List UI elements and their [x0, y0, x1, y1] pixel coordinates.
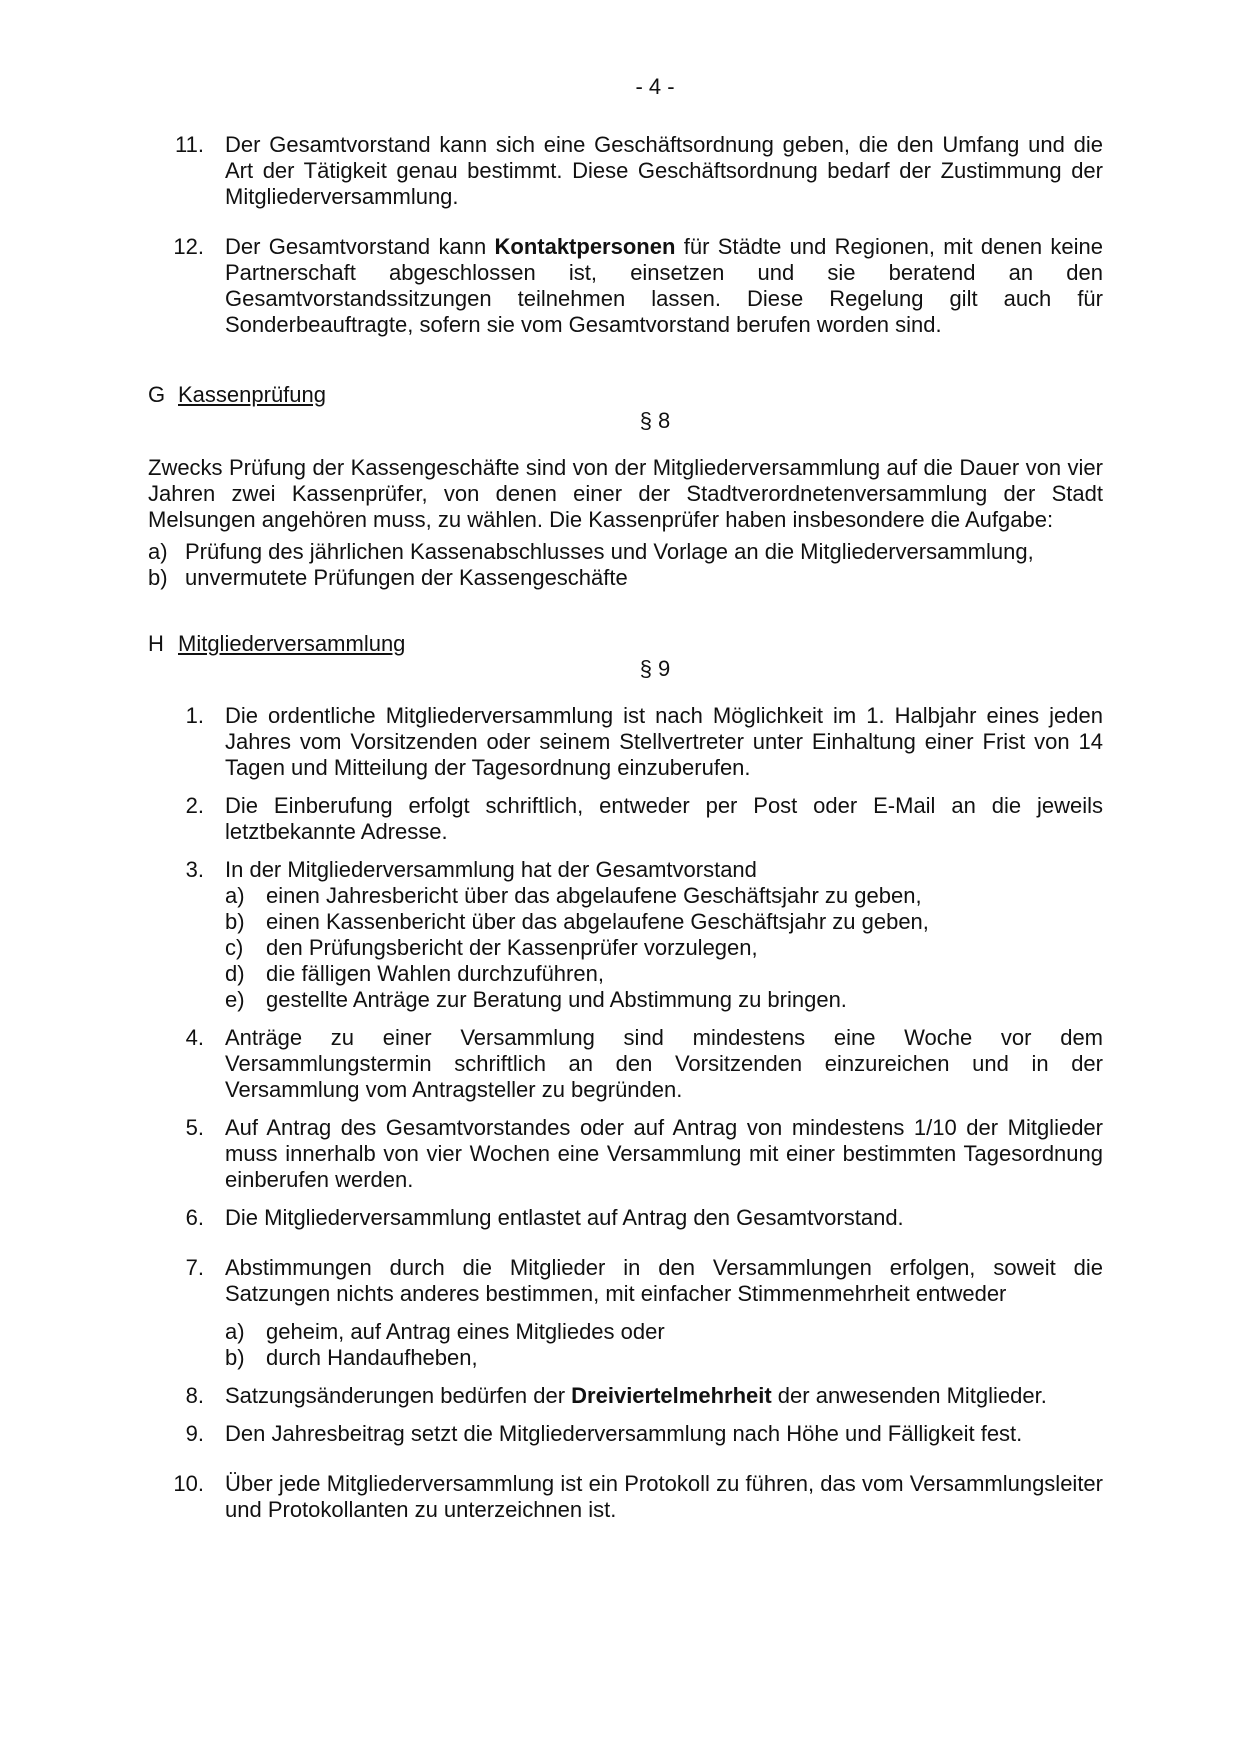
section-g-list: [148, 539, 1103, 591]
list-item: [148, 1383, 1103, 1409]
item-text-pre: Der Gesamtvorstand kann: [225, 234, 495, 259]
item-text: Der Gesamtvorstand kann sich eine Geschäftsordnung geben, die den Umfang und die Art der Tätigkeit genau bestimmt. Diese Geschäftsordnung bedarf der Zustimmung der Mitgliederversammlung.: [225, 132, 1103, 209]
item-text-post: der anwesenden Mitglieder.: [771, 1383, 1047, 1408]
item-number: 1.: [185, 703, 204, 728]
sub-list-item: [225, 987, 1103, 1013]
item-text: Die Mitgliederversammlung entlastet auf Antrag den Gesamtvorstand.: [225, 1205, 904, 1230]
section-g-intro: Zwecks Prüfung der Kassengeschäfte sind von der Mitgliederversammlung auf die Dauer von vier Jahren zwei Kassenprüfer, von denen einer der Stadtverordnetenversammlung der Stadt Melsungen angehören muss, zu wählen. Die Kassenprüfer haben insbesondere die Aufgabe:: [148, 455, 1103, 532]
section-h-list: [148, 703, 1103, 1523]
item-letter: b): [225, 1345, 245, 1370]
item-number: 12.: [173, 234, 204, 259]
item-number: 2.: [185, 793, 204, 818]
item-text: In der Mitgliederversammlung hat der Gesamtvorstand: [225, 857, 757, 882]
item-text: unvermutete Prüfungen der Kassengeschäfte: [185, 565, 628, 590]
item-letter: b): [225, 909, 245, 934]
section-title: Kassenprüfung: [178, 382, 326, 407]
section-heading-g: [148, 382, 326, 408]
list-item: [148, 132, 1103, 210]
list-item: [148, 1205, 1103, 1231]
section-title: Mitgliederversammlung: [178, 631, 406, 656]
item-letter: a): [225, 1319, 245, 1344]
item-text: Die ordentliche Mitgliederversammlung ist nach Möglichkeit im 1. Halbjahr eines jeden Jahres vom Vorsitzenden oder seinem Stellvertreter unter Einhaltung einer Frist von 14 Tagen und Mitteilung der Tagesordnung einzuberufen.: [225, 703, 1103, 780]
section-f-continuation: [148, 132, 1103, 338]
list-item: [148, 857, 1103, 1013]
item-letter: a): [225, 883, 245, 908]
item-text: die fälligen Wahlen durchzuführen,: [266, 961, 604, 986]
item-text: Prüfung des jährlichen Kassenabschlusses und Vorlage an die Mitgliederversammlung,: [185, 539, 1034, 564]
item-text-pre: Satzungsänderungen bedürfen der: [225, 1383, 572, 1408]
item-text: Abstimmungen durch die Mitglieder in den Versammlungen erfolgen, soweit die Satzungen nichts anderes bestimmen, mit einfacher Stimmenmehrheit entweder: [225, 1255, 1103, 1306]
item-text: gestellte Anträge zur Beratung und Abstimmung zu bringen.: [266, 987, 847, 1012]
item-letter: b): [148, 565, 168, 590]
list-item: [148, 1255, 1103, 1371]
item-number: 9.: [185, 1421, 204, 1446]
sub-list-item: [225, 1345, 1103, 1371]
list-item: [148, 539, 1103, 565]
page-number: - 4 -: [635, 74, 675, 99]
item-letter: a): [148, 539, 168, 564]
section-letter: H: [148, 631, 164, 656]
list-item: [148, 1421, 1103, 1447]
sub-list-item: [225, 935, 1103, 961]
item-number: 11.: [175, 132, 204, 157]
list-item: [148, 1025, 1103, 1103]
list-item: [148, 565, 1103, 591]
list-item: [148, 793, 1103, 845]
item-letter: c): [225, 935, 244, 960]
list-item: [148, 703, 1103, 781]
sub-list: [225, 1319, 1103, 1371]
section-heading-h: [148, 631, 405, 657]
item-text-post: für Städte und Regionen, mit denen keine Partnerschaft abgeschlossen ist, einsetzen und sie beratend an den Gesamtvorstandssitzungen teilnehmen lassen. Diese Regelung gilt auch für Sonderbeauftragte, sofern sie vom Gesamtvorstand berufen worden sind.: [225, 234, 1103, 337]
sub-list-item: [225, 1319, 1103, 1345]
paragraph-mark: § 8: [639, 408, 671, 433]
item-number: 7.: [185, 1255, 204, 1280]
item-text: Den Jahresbeitrag setzt die Mitgliederversammlung nach Höhe und Fälligkeit fest.: [225, 1421, 1023, 1446]
item-text-bold: Kontaktpersonen: [494, 234, 676, 259]
item-text: geheim, auf Antrag eines Mitgliedes oder: [266, 1319, 665, 1344]
item-text-bold: Dreiviertelmehrheit: [571, 1383, 772, 1408]
item-text: einen Jahresbericht über das abgelaufene Geschäftsjahr zu geben,: [266, 883, 922, 908]
sub-list: [225, 883, 1103, 1013]
item-number: 3.: [185, 857, 204, 882]
sub-list-item: [225, 961, 1103, 987]
item-text: den Prüfungsbericht der Kassenprüfer vorzulegen,: [266, 935, 758, 960]
list-item: [148, 234, 1103, 338]
list-item: [148, 1471, 1103, 1523]
item-number: 5.: [185, 1115, 204, 1140]
item-text: Auf Antrag des Gesamtvorstandes oder auf Antrag von mindestens 1/10 der Mitglieder muss innerhalb von vier Wochen eine Versammlung mit einer bestimmten Tagesordnung einberufen werden.: [225, 1115, 1103, 1192]
sub-list-item: [225, 883, 1103, 909]
section-letter: G: [148, 382, 166, 407]
item-number: 6.: [185, 1205, 204, 1230]
item-text: Anträge zu einer Versammlung sind mindestens eine Woche vor dem Versammlungstermin schriftlich an den Vorsitzenden einzureichen und in der Versammlung vom Antragsteller zu begründen.: [225, 1025, 1103, 1102]
paragraph-mark: § 9: [639, 656, 671, 681]
sub-list-item: [225, 909, 1103, 935]
item-text: durch Handaufheben,: [266, 1345, 478, 1370]
item-number: 4.: [185, 1025, 204, 1050]
item-text: Über jede Mitgliederversammlung ist ein Protokoll zu führen, das vom Versammlungsleiter und Protokollanten zu unterzeichnen ist.: [225, 1471, 1103, 1522]
item-letter: e): [225, 987, 245, 1012]
item-letter: d): [225, 961, 245, 986]
item-number: 10.: [173, 1471, 204, 1496]
item-number: 8.: [185, 1383, 204, 1408]
list-item: [148, 1115, 1103, 1193]
item-text: einen Kassenbericht über das abgelaufene Geschäftsjahr zu geben,: [266, 909, 929, 934]
item-text: Die Einberufung erfolgt schriftlich, entweder per Post oder E-Mail an die jeweils letztbekannte Adresse.: [225, 793, 1103, 844]
